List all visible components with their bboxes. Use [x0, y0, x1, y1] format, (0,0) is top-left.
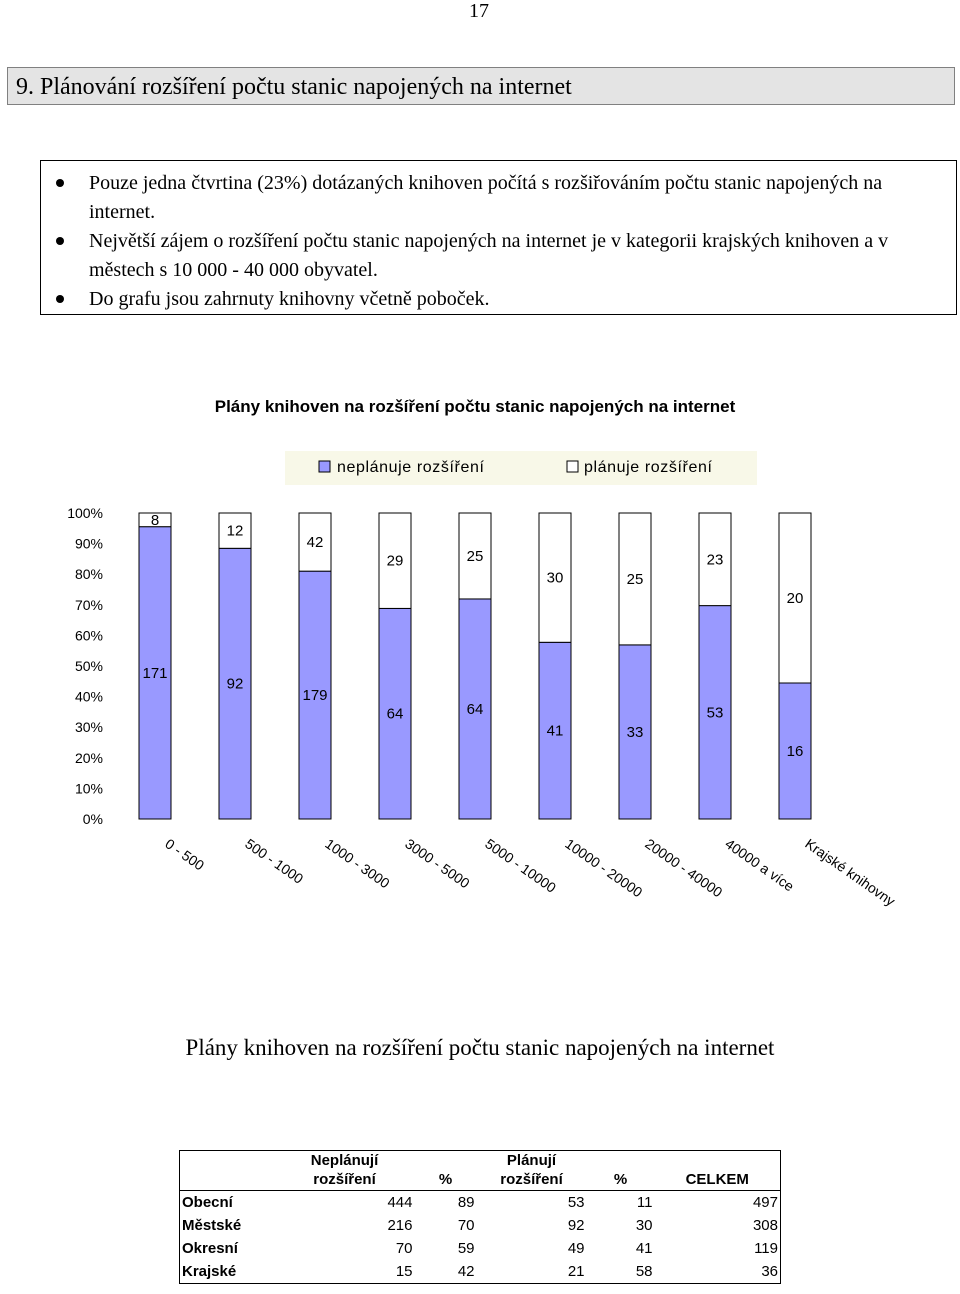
table-cell-name: Krajské — [180, 1260, 275, 1284]
stacked-bar-chart — [0, 380, 960, 940]
y-tick-label: 50% — [74, 658, 103, 674]
bullet-dot-icon — [56, 179, 64, 187]
summary-bullet-text: Do grafu jsou zahrnuty knihovny včetně poboček. — [89, 288, 490, 310]
table-row — [180, 1260, 781, 1284]
chart-legend — [285, 451, 757, 485]
table-cell: 30 — [635, 1217, 653, 1234]
y-tick-label: 80% — [74, 566, 103, 583]
table-header-planuji: Plánují rozšíření — [477, 1151, 587, 1191]
data-label-planuje: 25 — [626, 570, 644, 588]
x-tick-label: 10000 - 20000 — [562, 835, 646, 901]
x-tick-label: 40000 a více — [722, 835, 798, 895]
x-tick-label: 1000 - 3000 — [322, 835, 393, 892]
x-tick-label: 0 - 500 — [162, 835, 208, 874]
y-tick-label: 10% — [74, 780, 103, 797]
table-cell: 216 — [387, 1217, 413, 1234]
summary-bullet-text: Pouze jedna čtvrtina (23%) dotázaných knihoven počítá s rozšiřováním počtu stanic napojených na internet. — [89, 172, 883, 223]
x-tick-label: 3000 - 5000 — [402, 835, 473, 892]
table-cell-name: Městské — [180, 1214, 275, 1237]
table-cell: 36 — [655, 1260, 781, 1284]
legend-label-neplanuje: neplánuje rozšíření — [337, 459, 485, 476]
table-header-percent-2: % — [587, 1151, 655, 1191]
summary-bullet-text: Největší zájem o rozšíření počtu stanic napojených na internet je v kategorii krajských knihoven a v městech s 10 000 - 40 000 obyvatel. — [89, 230, 889, 281]
table-header-row — [180, 1151, 781, 1191]
table-cell: 21 — [477, 1260, 587, 1284]
bars — [139, 512, 811, 819]
data-label-neplanuje: 33 — [626, 723, 644, 741]
table-cell: 58 — [587, 1260, 655, 1284]
x-tick-label: Krajské knihovny — [802, 835, 899, 910]
summary-list — [89, 169, 944, 314]
table-cell: 70 — [457, 1217, 475, 1234]
x-axis — [162, 835, 898, 909]
table-cell: 89 — [457, 1194, 475, 1211]
data-label-planuje: 25 — [466, 547, 484, 565]
y-tick-label: 90% — [74, 535, 103, 552]
data-label-neplanuje: 64 — [466, 700, 484, 718]
table-cell: 92 — [567, 1217, 585, 1234]
data-label-planuje: 42 — [306, 534, 324, 552]
table-cell: 11 — [636, 1194, 653, 1211]
table-header-celkem: CELKEM — [655, 1151, 781, 1191]
y-tick-label: 60% — [74, 627, 103, 644]
legend-swatch-planuje — [567, 461, 578, 472]
summary-bullet — [89, 169, 944, 227]
data-label-neplanuje: 171 — [142, 664, 168, 682]
table-header-percent-1: % — [415, 1151, 477, 1191]
data-label-planuje: 12 — [226, 522, 244, 540]
bullet-dot-icon — [56, 295, 64, 303]
y-tick-label: 30% — [74, 719, 103, 736]
page-number: 17 — [469, 0, 489, 22]
table-cell: 53 — [567, 1194, 585, 1211]
y-tick-label: 40% — [74, 688, 103, 705]
table-cell: 497 — [655, 1191, 781, 1215]
x-tick-label: 20000 - 40000 — [642, 835, 726, 901]
summary-table — [179, 1150, 781, 1284]
table-cell-name: Okresní — [180, 1237, 275, 1260]
table-row — [180, 1214, 781, 1237]
table-cell: 70 — [395, 1240, 413, 1257]
bullet-dot-icon — [56, 237, 64, 245]
data-label-neplanuje: 16 — [786, 743, 804, 760]
table-cell: 41 — [635, 1240, 653, 1257]
summary-bullet — [89, 227, 944, 285]
section-heading: 9. Plánování rozšíření počtu stanic napojených na internet — [7, 67, 955, 105]
data-label-neplanuje: 92 — [226, 675, 244, 693]
table-cell: 119 — [655, 1237, 781, 1260]
x-tick-label: 5000 - 10000 — [482, 835, 560, 896]
summary-bullet — [89, 285, 944, 314]
data-label-planuje: 23 — [706, 551, 724, 569]
data-label-planuje: 30 — [546, 569, 564, 587]
summary-box — [40, 160, 957, 315]
table-cell: 308 — [655, 1214, 781, 1237]
table-cell: 49 — [567, 1240, 585, 1257]
y-axis — [67, 505, 103, 827]
y-tick-label: 20% — [74, 749, 103, 766]
y-tick-label: 0% — [82, 811, 103, 827]
table-cell: 59 — [457, 1240, 475, 1257]
legend-label-planuje: plánuje rozšíření — [584, 459, 713, 476]
table-cell: 42 — [415, 1260, 477, 1284]
table-row — [180, 1191, 781, 1215]
data-label-planuje: 8 — [150, 511, 160, 529]
table-row — [180, 1237, 781, 1260]
table-cell: 444 — [387, 1194, 413, 1211]
x-tick-label: 500 - 1000 — [242, 835, 307, 887]
y-tick-label: 70% — [74, 596, 103, 613]
data-label-neplanuje: 53 — [706, 704, 724, 722]
data-label-neplanuje: 41 — [546, 722, 564, 740]
table-header-neplanuji: Neplánují rozšíření — [275, 1151, 415, 1191]
chart-title: Plány knihoven na rozšíření počtu stanic napojených na internet — [214, 397, 736, 416]
data-label-planuje: 20 — [786, 590, 804, 607]
data-label-neplanuje: 64 — [386, 705, 404, 723]
legend-swatch-neplanuje — [319, 461, 330, 472]
table-cell-name: Obecní — [180, 1191, 275, 1215]
data-label-planuje: 29 — [386, 552, 404, 570]
y-tick-label: 100% — [67, 505, 103, 521]
table-cell: 15 — [275, 1260, 415, 1284]
data-label-neplanuje: 179 — [302, 687, 328, 705]
table-title: Plány knihoven na rozšíření počtu stanic napojených na internet — [185, 1035, 775, 1060]
table-header-empty — [180, 1151, 275, 1191]
